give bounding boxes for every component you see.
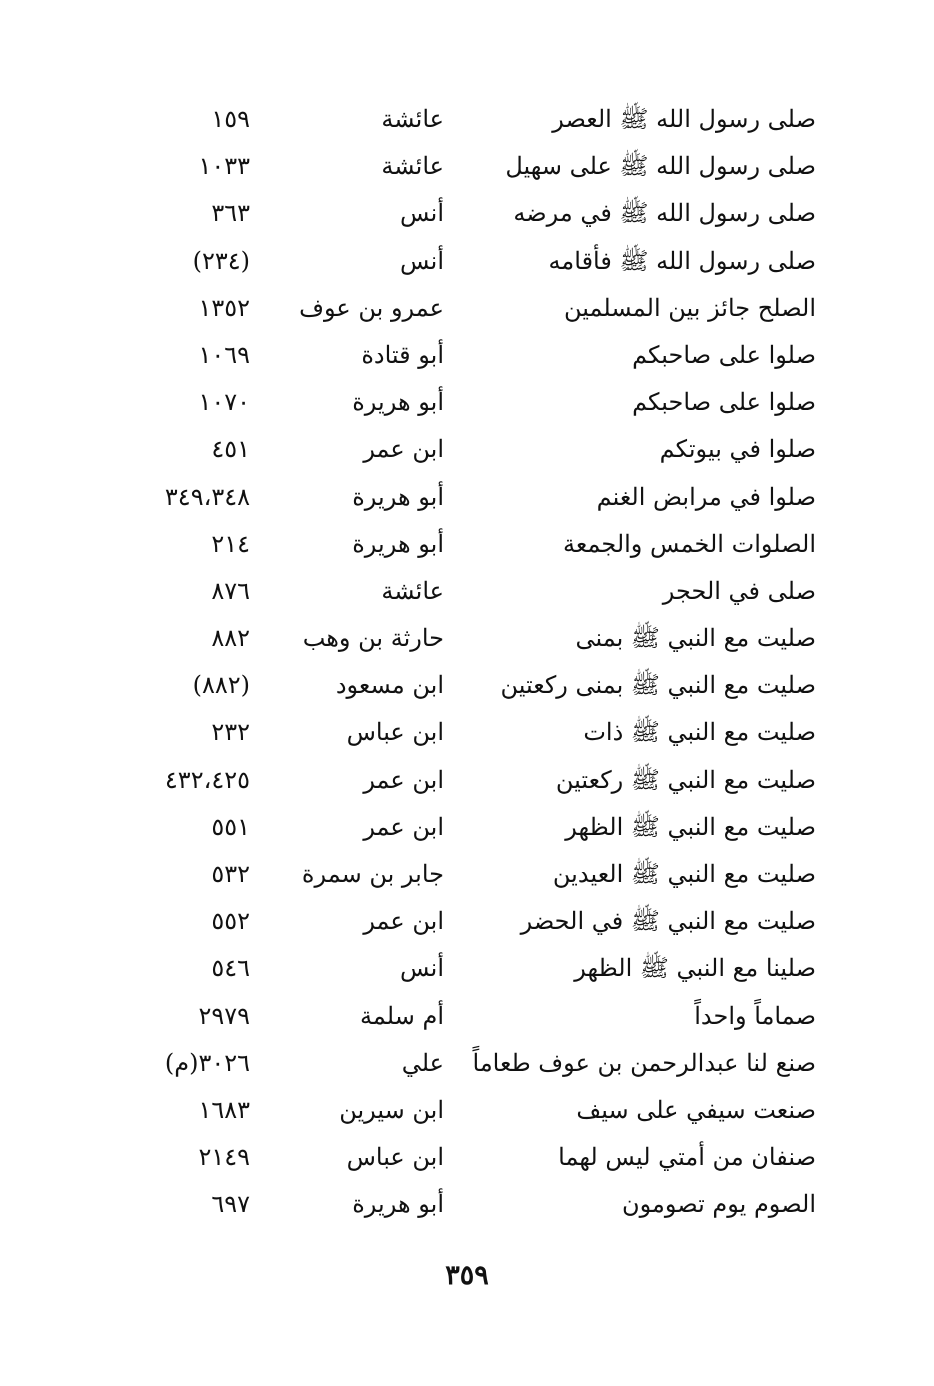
hadith-reference: ٤٥١	[211, 435, 250, 464]
table-row	[0, 1181, 934, 1228]
hadith-phrase: صليت مع النبي ﷺ بمنى ركعتين	[500, 671, 816, 700]
narrator-name: عمرو بن عوف	[299, 293, 444, 322]
hadith-reference: ٢١٤	[211, 529, 250, 558]
table-row	[0, 662, 934, 709]
narrator-name: ابن عمر	[363, 812, 444, 841]
table-row	[0, 238, 934, 285]
table-row	[0, 1040, 934, 1087]
table-row	[0, 285, 934, 332]
hadith-reference: ٨٧٦	[211, 576, 250, 605]
hadith-phrase: صلى رسول الله ﷺ العصر	[552, 105, 816, 133]
hadith-reference: ٢٩٧٩	[198, 1001, 250, 1030]
narrator-name: ابن عمر	[363, 907, 444, 936]
narrator-name: جابر بن سمرة	[301, 860, 444, 888]
hadith-reference: ٦٩٧	[211, 1190, 250, 1219]
hadith-phrase: صليت مع النبي ﷺ في الحضر	[520, 907, 816, 936]
hadith-phrase: صنفان من أمتي ليس لهما	[558, 1143, 816, 1172]
hadith-phrase: صلوا في مرابض الغنم	[596, 482, 816, 511]
hadith-reference: ٥٤٦	[211, 954, 250, 983]
table-row	[0, 1134, 934, 1181]
hadith-phrase: صلى رسول الله ﷺ فأقامه	[548, 246, 816, 275]
table-row	[0, 615, 934, 662]
hadith-phrase: صلى رسول الله ﷺ في مرضه	[513, 199, 816, 228]
narrator-name: ابن سيرين	[339, 1095, 444, 1124]
hadith-phrase: صلوا على صاحبكم	[632, 388, 816, 417]
table-row	[0, 474, 934, 521]
table-row	[0, 851, 934, 898]
table-row	[0, 993, 934, 1040]
narrator-name: ابن عباس	[346, 718, 444, 747]
narrator-name: ابن عمر	[363, 435, 444, 464]
hadith-reference: ٣٦٣	[211, 199, 250, 228]
narrator-name: أبو قتادة	[361, 340, 444, 369]
hadith-phrase: صلى في الحجر	[662, 576, 816, 605]
table-row	[0, 332, 934, 379]
hadith-phrase: صماماً واحداً	[694, 1001, 816, 1030]
narrator-name: أنس	[400, 199, 444, 228]
hadith-phrase: صليت مع النبي ﷺ الظهر	[565, 812, 816, 841]
hadith-reference: ١٣٥٢	[198, 293, 250, 322]
table-row	[0, 898, 934, 945]
narrator-name: أبو هريرة	[352, 1190, 444, 1219]
hadith-reference: ٢٣٢	[211, 718, 250, 747]
narrator-name: أبو هريرة	[352, 529, 444, 558]
hadith-phrase: صلوا في بيوتكم	[659, 435, 816, 464]
table-row	[0, 143, 934, 190]
narrator-name: أنس	[400, 246, 444, 275]
table-row	[0, 945, 934, 992]
hadith-reference: ٥٥٢	[211, 907, 250, 936]
narrator-name: عائشة	[381, 105, 444, 133]
hadith-reference: ١٠٦٩	[198, 340, 250, 369]
hadith-reference: (٢٣٤)	[192, 246, 250, 275]
hadith-phrase: صلى رسول الله ﷺ على سهيل	[505, 152, 816, 181]
hadith-phrase: صليت مع النبي ﷺ العيدين	[552, 860, 816, 888]
narrator-name: أنس	[400, 954, 444, 983]
table-row	[0, 757, 934, 804]
hadith-index-table	[0, 96, 934, 1229]
narrator-name: أبو هريرة	[352, 482, 444, 511]
hadith-reference: ١٥٩	[211, 105, 250, 133]
hadith-reference: ٣٤٩،٣٤٨	[164, 482, 250, 511]
hadith-phrase: صلوا على صاحبكم	[632, 340, 816, 369]
hadith-reference: ١٠٧٠	[198, 388, 250, 417]
hadith-reference: ١٦٨٣	[198, 1095, 250, 1124]
table-row	[0, 426, 934, 473]
hadith-phrase: الصوم يوم تصومون	[621, 1190, 816, 1219]
hadith-reference: ١٠٣٣	[198, 152, 250, 181]
table-row	[0, 709, 934, 756]
table-row	[0, 379, 934, 426]
hadith-phrase: صلينا مع النبي ﷺ الظهر	[574, 954, 816, 983]
narrator-name: علي	[401, 1048, 444, 1077]
table-row	[0, 568, 934, 615]
hadith-phrase: صليت مع النبي ﷺ ذات	[583, 718, 816, 747]
table-row	[0, 190, 934, 237]
hadith-reference: ٨٨٢	[211, 624, 250, 653]
hadith-reference: ٣٠٢٦(م)	[164, 1048, 250, 1077]
table-row	[0, 521, 934, 568]
narrator-name: عائشة	[381, 576, 444, 605]
narrator-name: حارثة بن وهب	[302, 624, 444, 653]
hadith-reference: ٥٥١	[211, 812, 250, 841]
narrator-name: أم سلمة	[360, 1001, 444, 1030]
hadith-phrase: صليت مع النبي ﷺ بمنى	[575, 624, 816, 653]
table-row	[0, 96, 934, 143]
hadith-reference: ٥٣٢	[211, 860, 250, 888]
hadith-reference: ٤٣٢،٤٢٥	[164, 765, 250, 794]
narrator-name: ابن عباس	[346, 1143, 444, 1172]
narrator-name: أبو هريرة	[352, 388, 444, 417]
narrator-name: ابن مسعود	[335, 671, 444, 700]
hadith-reference: (٨٨٢)	[192, 671, 250, 700]
hadith-phrase: صنعت سيفي على سيف	[576, 1095, 816, 1124]
hadith-phrase: صنع لنا عبدالرحمن بن عوف طعاماً	[472, 1048, 816, 1077]
hadith-phrase: الصلح جائز بين المسلمين	[564, 293, 816, 322]
page-number: ٣٥٩	[445, 1260, 489, 1291]
hadith-phrase: صليت مع النبي ﷺ ركعتين	[555, 765, 816, 794]
table-row	[0, 804, 934, 851]
hadith-phrase: الصلوات الخمس والجمعة	[563, 529, 816, 558]
table-row	[0, 1087, 934, 1134]
hadith-reference: ٢١٤٩	[198, 1143, 250, 1172]
narrator-name: عائشة	[381, 152, 444, 181]
narrator-name: ابن عمر	[363, 765, 444, 794]
